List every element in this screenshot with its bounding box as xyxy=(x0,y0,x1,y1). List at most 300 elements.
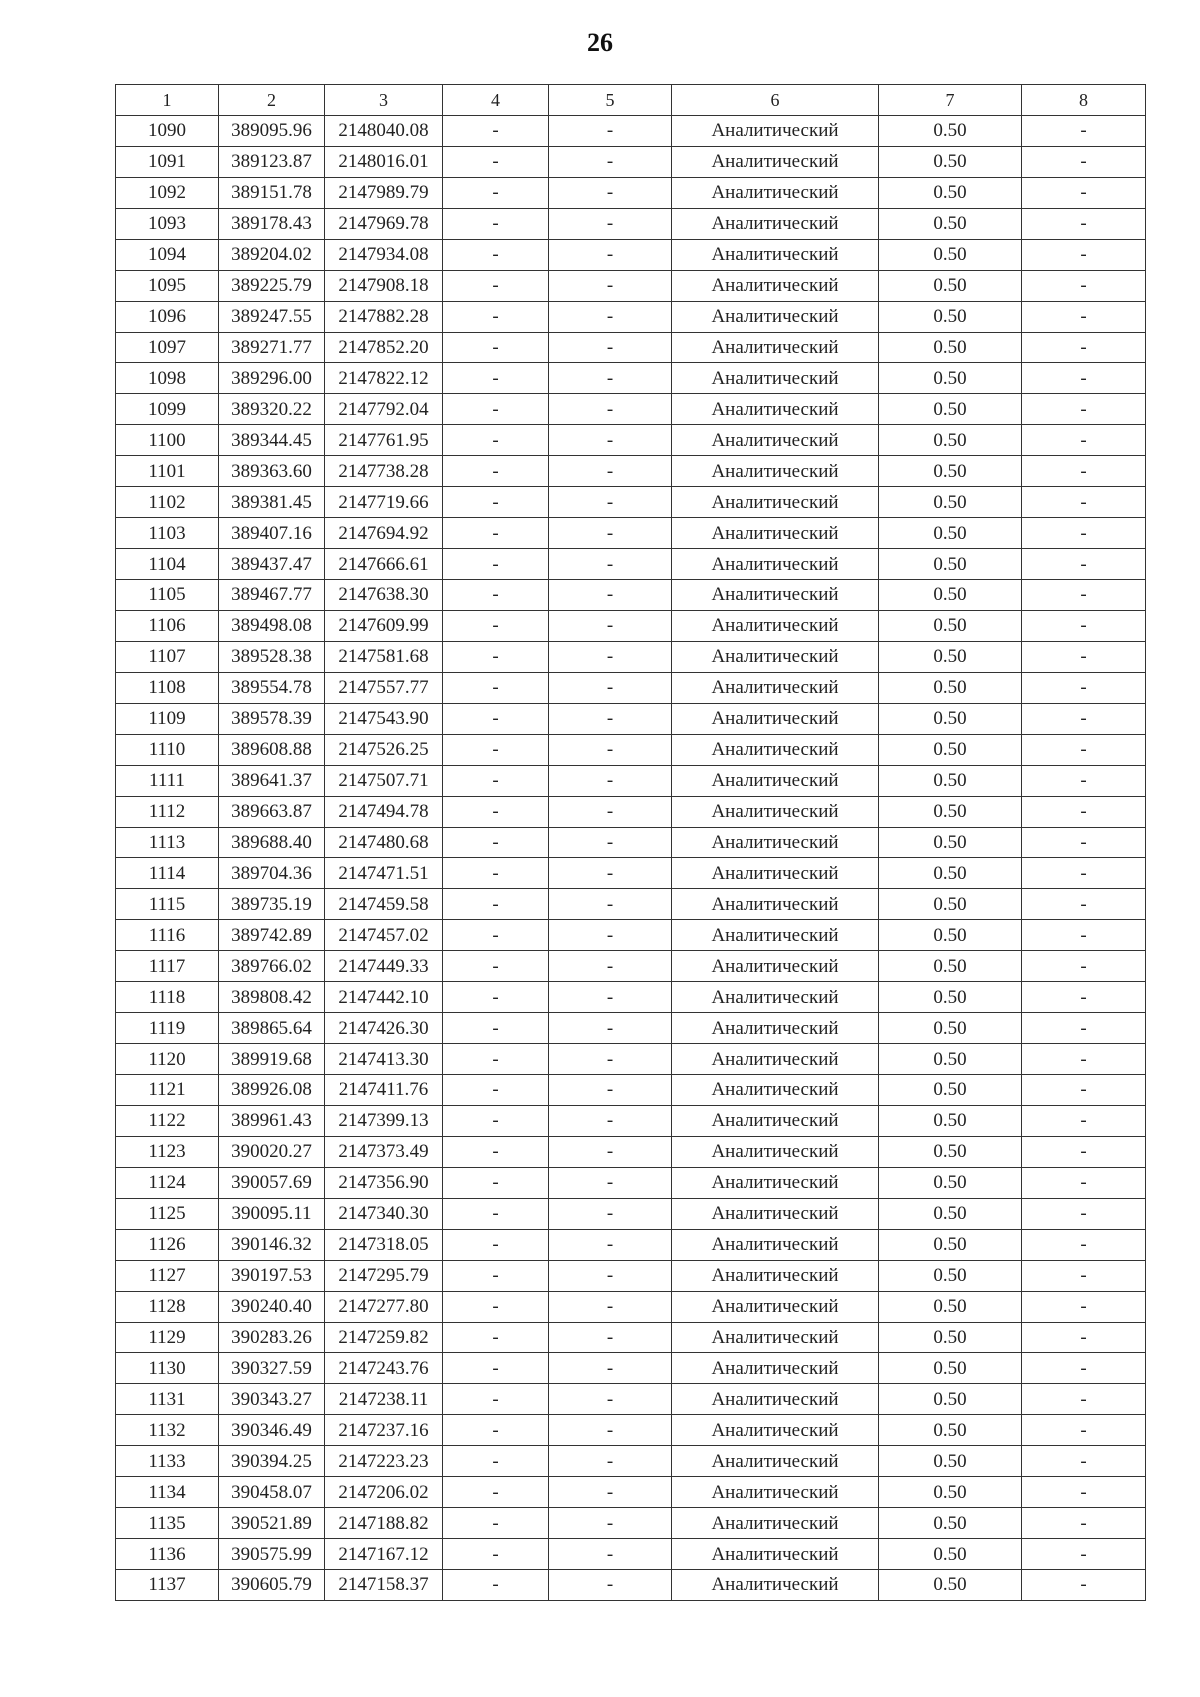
col4-cell: - xyxy=(443,332,549,363)
x-coordinate-cell: 389766.02 xyxy=(219,951,325,982)
coordinates-table xyxy=(115,84,1146,1601)
col5-cell: - xyxy=(549,1260,672,1291)
col8-cell: - xyxy=(1022,1353,1146,1384)
accuracy-cell: 0.50 xyxy=(879,796,1022,827)
point-number-cell: 1091 xyxy=(116,146,219,177)
column-header-2: 2 xyxy=(219,85,325,116)
y-coordinate-cell: 2147666.61 xyxy=(325,549,443,580)
x-coordinate-cell: 389926.08 xyxy=(219,1075,325,1106)
point-number-cell: 1090 xyxy=(116,115,219,146)
col5-cell: - xyxy=(549,982,672,1013)
col8-cell: - xyxy=(1022,301,1146,332)
y-coordinate-cell: 2147852.20 xyxy=(325,332,443,363)
col5-cell: - xyxy=(549,332,672,363)
col4-cell: - xyxy=(443,115,549,146)
table-row xyxy=(116,1167,1146,1198)
y-coordinate-cell: 2147694.92 xyxy=(325,518,443,549)
accuracy-cell: 0.50 xyxy=(879,827,1022,858)
x-coordinate-cell: 389608.88 xyxy=(219,734,325,765)
method-cell: Аналитический xyxy=(672,1322,879,1353)
table-row xyxy=(116,1013,1146,1044)
col4-cell: - xyxy=(443,363,549,394)
col8-cell: - xyxy=(1022,456,1146,487)
point-number-cell: 1114 xyxy=(116,858,219,889)
table-row xyxy=(116,610,1146,641)
accuracy-cell: 0.50 xyxy=(879,1136,1022,1167)
method-cell: Аналитический xyxy=(672,641,879,672)
col5-cell: - xyxy=(549,580,672,611)
table-row xyxy=(116,208,1146,239)
point-number-cell: 1096 xyxy=(116,301,219,332)
table-row xyxy=(116,920,1146,951)
x-coordinate-cell: 390346.49 xyxy=(219,1415,325,1446)
col4-cell: - xyxy=(443,1446,549,1477)
point-number-cell: 1124 xyxy=(116,1167,219,1198)
col5-cell: - xyxy=(549,827,672,858)
point-number-cell: 1122 xyxy=(116,1105,219,1136)
point-number-cell: 1099 xyxy=(116,394,219,425)
table-row xyxy=(116,1384,1146,1415)
col4-cell: - xyxy=(443,146,549,177)
col5-cell: - xyxy=(549,672,672,703)
y-coordinate-cell: 2147449.33 xyxy=(325,951,443,982)
table-row xyxy=(116,1229,1146,1260)
col4-cell: - xyxy=(443,1075,549,1106)
method-cell: Аналитический xyxy=(672,1446,879,1477)
column-header-1: 1 xyxy=(116,85,219,116)
accuracy-cell: 0.50 xyxy=(879,889,1022,920)
point-number-cell: 1136 xyxy=(116,1539,219,1570)
col8-cell: - xyxy=(1022,425,1146,456)
accuracy-cell: 0.50 xyxy=(879,610,1022,641)
method-cell: Аналитический xyxy=(672,672,879,703)
table-row xyxy=(116,1322,1146,1353)
col4-cell: - xyxy=(443,982,549,1013)
table-row xyxy=(116,796,1146,827)
point-number-cell: 1111 xyxy=(116,765,219,796)
col8-cell: - xyxy=(1022,1105,1146,1136)
col5-cell: - xyxy=(549,1415,672,1446)
method-cell: Аналитический xyxy=(672,827,879,858)
y-coordinate-cell: 2147399.13 xyxy=(325,1105,443,1136)
y-coordinate-cell: 2147480.68 xyxy=(325,827,443,858)
col5-cell: - xyxy=(549,1167,672,1198)
table-row xyxy=(116,549,1146,580)
point-number-cell: 1102 xyxy=(116,487,219,518)
col5-cell: - xyxy=(549,858,672,889)
method-cell: Аналитический xyxy=(672,1539,879,1570)
method-cell: Аналитический xyxy=(672,734,879,765)
y-coordinate-cell: 2147934.08 xyxy=(325,239,443,270)
col5-cell: - xyxy=(549,487,672,518)
col4-cell: - xyxy=(443,765,549,796)
accuracy-cell: 0.50 xyxy=(879,456,1022,487)
col5-cell: - xyxy=(549,239,672,270)
y-coordinate-cell: 2147373.49 xyxy=(325,1136,443,1167)
accuracy-cell: 0.50 xyxy=(879,363,1022,394)
point-number-cell: 1113 xyxy=(116,827,219,858)
y-coordinate-cell: 2147526.25 xyxy=(325,734,443,765)
method-cell: Аналитический xyxy=(672,1570,879,1601)
x-coordinate-cell: 389554.78 xyxy=(219,672,325,703)
table-row xyxy=(116,951,1146,982)
y-coordinate-cell: 2147557.77 xyxy=(325,672,443,703)
col4-cell: - xyxy=(443,549,549,580)
accuracy-cell: 0.50 xyxy=(879,146,1022,177)
accuracy-cell: 0.50 xyxy=(879,1384,1022,1415)
y-coordinate-cell: 2147507.71 xyxy=(325,765,443,796)
x-coordinate-cell: 389704.36 xyxy=(219,858,325,889)
x-coordinate-cell: 389865.64 xyxy=(219,1013,325,1044)
method-cell: Аналитический xyxy=(672,1508,879,1539)
accuracy-cell: 0.50 xyxy=(879,1446,1022,1477)
accuracy-cell: 0.50 xyxy=(879,208,1022,239)
col8-cell: - xyxy=(1022,549,1146,580)
point-number-cell: 1135 xyxy=(116,1508,219,1539)
accuracy-cell: 0.50 xyxy=(879,1291,1022,1322)
point-number-cell: 1123 xyxy=(116,1136,219,1167)
col8-cell: - xyxy=(1022,394,1146,425)
point-number-cell: 1129 xyxy=(116,1322,219,1353)
table-row xyxy=(116,672,1146,703)
x-coordinate-cell: 390605.79 xyxy=(219,1570,325,1601)
page-number: 26 xyxy=(587,28,613,57)
y-coordinate-cell: 2147638.30 xyxy=(325,580,443,611)
table-row xyxy=(116,332,1146,363)
point-number-cell: 1108 xyxy=(116,672,219,703)
y-coordinate-cell: 2147206.02 xyxy=(325,1477,443,1508)
column-header-8: 8 xyxy=(1022,85,1146,116)
accuracy-cell: 0.50 xyxy=(879,1075,1022,1106)
method-cell: Аналитический xyxy=(672,363,879,394)
method-cell: Аналитический xyxy=(672,1136,879,1167)
col4-cell: - xyxy=(443,1508,549,1539)
col5-cell: - xyxy=(549,425,672,456)
y-coordinate-cell: 2147411.76 xyxy=(325,1075,443,1106)
x-coordinate-cell: 389320.22 xyxy=(219,394,325,425)
col8-cell: - xyxy=(1022,1229,1146,1260)
col8-cell: - xyxy=(1022,610,1146,641)
method-cell: Аналитический xyxy=(672,1353,879,1384)
point-number-cell: 1098 xyxy=(116,363,219,394)
col5-cell: - xyxy=(549,549,672,580)
y-coordinate-cell: 2148016.01 xyxy=(325,146,443,177)
col5-cell: - xyxy=(549,1136,672,1167)
method-cell: Аналитический xyxy=(672,177,879,208)
y-coordinate-cell: 2147238.11 xyxy=(325,1384,443,1415)
col8-cell: - xyxy=(1022,1167,1146,1198)
x-coordinate-cell: 389528.38 xyxy=(219,641,325,672)
col5-cell: - xyxy=(549,1446,672,1477)
y-coordinate-cell: 2147719.66 xyxy=(325,487,443,518)
accuracy-cell: 0.50 xyxy=(879,549,1022,580)
x-coordinate-cell: 389742.89 xyxy=(219,920,325,951)
point-number-cell: 1106 xyxy=(116,610,219,641)
accuracy-cell: 0.50 xyxy=(879,1353,1022,1384)
accuracy-cell: 0.50 xyxy=(879,1570,1022,1601)
column-header-5: 5 xyxy=(549,85,672,116)
y-coordinate-cell: 2147882.28 xyxy=(325,301,443,332)
y-coordinate-cell: 2147457.02 xyxy=(325,920,443,951)
accuracy-cell: 0.50 xyxy=(879,1322,1022,1353)
accuracy-cell: 0.50 xyxy=(879,1198,1022,1229)
col5-cell: - xyxy=(549,796,672,827)
col4-cell: - xyxy=(443,610,549,641)
col8-cell: - xyxy=(1022,858,1146,889)
y-coordinate-cell: 2148040.08 xyxy=(325,115,443,146)
accuracy-cell: 0.50 xyxy=(879,1477,1022,1508)
y-coordinate-cell: 2147426.30 xyxy=(325,1013,443,1044)
method-cell: Аналитический xyxy=(672,1198,879,1229)
table-row xyxy=(116,270,1146,301)
accuracy-cell: 0.50 xyxy=(879,115,1022,146)
col5-cell: - xyxy=(549,456,672,487)
accuracy-cell: 0.50 xyxy=(879,394,1022,425)
y-coordinate-cell: 2147356.90 xyxy=(325,1167,443,1198)
col5-cell: - xyxy=(549,363,672,394)
accuracy-cell: 0.50 xyxy=(879,920,1022,951)
col4-cell: - xyxy=(443,1415,549,1446)
col5-cell: - xyxy=(549,1013,672,1044)
point-number-cell: 1101 xyxy=(116,456,219,487)
x-coordinate-cell: 389095.96 xyxy=(219,115,325,146)
y-coordinate-cell: 2147792.04 xyxy=(325,394,443,425)
point-number-cell: 1117 xyxy=(116,951,219,982)
col4-cell: - xyxy=(443,1198,549,1229)
point-number-cell: 1107 xyxy=(116,641,219,672)
y-coordinate-cell: 2147609.99 xyxy=(325,610,443,641)
table-row xyxy=(116,703,1146,734)
col8-cell: - xyxy=(1022,889,1146,920)
method-cell: Аналитический xyxy=(672,332,879,363)
method-cell: Аналитический xyxy=(672,1260,879,1291)
accuracy-cell: 0.50 xyxy=(879,580,1022,611)
point-number-cell: 1112 xyxy=(116,796,219,827)
col8-cell: - xyxy=(1022,1477,1146,1508)
x-coordinate-cell: 389296.00 xyxy=(219,363,325,394)
col4-cell: - xyxy=(443,177,549,208)
y-coordinate-cell: 2147543.90 xyxy=(325,703,443,734)
col8-cell: - xyxy=(1022,1044,1146,1075)
col5-cell: - xyxy=(549,1075,672,1106)
col4-cell: - xyxy=(443,1322,549,1353)
col8-cell: - xyxy=(1022,1384,1146,1415)
accuracy-cell: 0.50 xyxy=(879,1044,1022,1075)
accuracy-cell: 0.50 xyxy=(879,425,1022,456)
col8-cell: - xyxy=(1022,177,1146,208)
method-cell: Аналитический xyxy=(672,1415,879,1446)
method-cell: Аналитический xyxy=(672,456,879,487)
col4-cell: - xyxy=(443,641,549,672)
table-row xyxy=(116,641,1146,672)
col8-cell: - xyxy=(1022,1446,1146,1477)
method-cell: Аналитический xyxy=(672,982,879,1013)
y-coordinate-cell: 2147413.30 xyxy=(325,1044,443,1075)
col4-cell: - xyxy=(443,920,549,951)
method-cell: Аналитический xyxy=(672,703,879,734)
y-coordinate-cell: 2147459.58 xyxy=(325,889,443,920)
col4-cell: - xyxy=(443,1353,549,1384)
method-cell: Аналитический xyxy=(672,858,879,889)
y-coordinate-cell: 2147158.37 xyxy=(325,1570,443,1601)
col5-cell: - xyxy=(549,146,672,177)
method-cell: Аналитический xyxy=(672,239,879,270)
col5-cell: - xyxy=(549,641,672,672)
col5-cell: - xyxy=(549,1508,672,1539)
col4-cell: - xyxy=(443,951,549,982)
y-coordinate-cell: 2147167.12 xyxy=(325,1539,443,1570)
x-coordinate-cell: 389204.02 xyxy=(219,239,325,270)
method-cell: Аналитический xyxy=(672,889,879,920)
col5-cell: - xyxy=(549,208,672,239)
method-cell: Аналитический xyxy=(672,765,879,796)
accuracy-cell: 0.50 xyxy=(879,239,1022,270)
col4-cell: - xyxy=(443,1044,549,1075)
accuracy-cell: 0.50 xyxy=(879,703,1022,734)
col4-cell: - xyxy=(443,580,549,611)
col4-cell: - xyxy=(443,1229,549,1260)
table-row xyxy=(116,1105,1146,1136)
point-number-cell: 1131 xyxy=(116,1384,219,1415)
point-number-cell: 1118 xyxy=(116,982,219,1013)
method-cell: Аналитический xyxy=(672,1477,879,1508)
point-number-cell: 1097 xyxy=(116,332,219,363)
point-number-cell: 1130 xyxy=(116,1353,219,1384)
table-row xyxy=(116,1044,1146,1075)
col8-cell: - xyxy=(1022,115,1146,146)
x-coordinate-cell: 390095.11 xyxy=(219,1198,325,1229)
x-coordinate-cell: 390057.69 xyxy=(219,1167,325,1198)
x-coordinate-cell: 390020.27 xyxy=(219,1136,325,1167)
col8-cell: - xyxy=(1022,703,1146,734)
point-number-cell: 1103 xyxy=(116,518,219,549)
point-number-cell: 1115 xyxy=(116,889,219,920)
col5-cell: - xyxy=(549,1229,672,1260)
col8-cell: - xyxy=(1022,487,1146,518)
point-number-cell: 1134 xyxy=(116,1477,219,1508)
x-coordinate-cell: 389498.08 xyxy=(219,610,325,641)
accuracy-cell: 0.50 xyxy=(879,1013,1022,1044)
col4-cell: - xyxy=(443,703,549,734)
col4-cell: - xyxy=(443,1167,549,1198)
col5-cell: - xyxy=(549,1570,672,1601)
point-number-cell: 1095 xyxy=(116,270,219,301)
point-number-cell: 1104 xyxy=(116,549,219,580)
col4-cell: - xyxy=(443,1260,549,1291)
accuracy-cell: 0.50 xyxy=(879,1260,1022,1291)
method-cell: Аналитический xyxy=(672,1167,879,1198)
col4-cell: - xyxy=(443,672,549,703)
accuracy-cell: 0.50 xyxy=(879,332,1022,363)
accuracy-cell: 0.50 xyxy=(879,1539,1022,1570)
x-coordinate-cell: 389961.43 xyxy=(219,1105,325,1136)
point-number-cell: 1094 xyxy=(116,239,219,270)
col8-cell: - xyxy=(1022,827,1146,858)
table-row xyxy=(116,1260,1146,1291)
table-row xyxy=(116,1415,1146,1446)
point-number-cell: 1093 xyxy=(116,208,219,239)
col8-cell: - xyxy=(1022,332,1146,363)
point-number-cell: 1137 xyxy=(116,1570,219,1601)
col8-cell: - xyxy=(1022,1322,1146,1353)
col4-cell: - xyxy=(443,1013,549,1044)
col5-cell: - xyxy=(549,765,672,796)
col5-cell: - xyxy=(549,1539,672,1570)
x-coordinate-cell: 389578.39 xyxy=(219,703,325,734)
accuracy-cell: 0.50 xyxy=(879,641,1022,672)
col4-cell: - xyxy=(443,270,549,301)
y-coordinate-cell: 2147237.16 xyxy=(325,1415,443,1446)
table-row xyxy=(116,301,1146,332)
col8-cell: - xyxy=(1022,518,1146,549)
accuracy-cell: 0.50 xyxy=(879,1508,1022,1539)
x-coordinate-cell: 390521.89 xyxy=(219,1508,325,1539)
col5-cell: - xyxy=(549,115,672,146)
x-coordinate-cell: 390575.99 xyxy=(219,1539,325,1570)
y-coordinate-cell: 2147442.10 xyxy=(325,982,443,1013)
accuracy-cell: 0.50 xyxy=(879,951,1022,982)
col8-cell: - xyxy=(1022,208,1146,239)
table-body xyxy=(116,115,1146,1600)
col4-cell: - xyxy=(443,1539,549,1570)
table-row xyxy=(116,580,1146,611)
point-number-cell: 1110 xyxy=(116,734,219,765)
y-coordinate-cell: 2147738.28 xyxy=(325,456,443,487)
method-cell: Аналитический xyxy=(672,1291,879,1322)
table-row xyxy=(116,1539,1146,1570)
x-coordinate-cell: 389381.45 xyxy=(219,487,325,518)
col4-cell: - xyxy=(443,518,549,549)
accuracy-cell: 0.50 xyxy=(879,1415,1022,1446)
x-coordinate-cell: 390240.40 xyxy=(219,1291,325,1322)
x-coordinate-cell: 389178.43 xyxy=(219,208,325,239)
col8-cell: - xyxy=(1022,920,1146,951)
method-cell: Аналитический xyxy=(672,1075,879,1106)
point-number-cell: 1116 xyxy=(116,920,219,951)
point-number-cell: 1126 xyxy=(116,1229,219,1260)
col8-cell: - xyxy=(1022,1136,1146,1167)
accuracy-cell: 0.50 xyxy=(879,1105,1022,1136)
col5-cell: - xyxy=(549,270,672,301)
x-coordinate-cell: 389247.55 xyxy=(219,301,325,332)
table-row xyxy=(116,115,1146,146)
y-coordinate-cell: 2147243.76 xyxy=(325,1353,443,1384)
col4-cell: - xyxy=(443,456,549,487)
point-number-cell: 1127 xyxy=(116,1260,219,1291)
accuracy-cell: 0.50 xyxy=(879,1229,1022,1260)
x-coordinate-cell: 390197.53 xyxy=(219,1260,325,1291)
x-coordinate-cell: 389735.19 xyxy=(219,889,325,920)
method-cell: Аналитический xyxy=(672,1229,879,1260)
x-coordinate-cell: 389919.68 xyxy=(219,1044,325,1075)
table-row xyxy=(116,425,1146,456)
accuracy-cell: 0.50 xyxy=(879,734,1022,765)
x-coordinate-cell: 389467.77 xyxy=(219,580,325,611)
table-row xyxy=(116,487,1146,518)
x-coordinate-cell: 390458.07 xyxy=(219,1477,325,1508)
col4-cell: - xyxy=(443,1570,549,1601)
method-cell: Аналитический xyxy=(672,920,879,951)
point-number-cell: 1120 xyxy=(116,1044,219,1075)
table-row xyxy=(116,765,1146,796)
method-cell: Аналитический xyxy=(672,549,879,580)
method-cell: Аналитический xyxy=(672,518,879,549)
method-cell: Аналитический xyxy=(672,580,879,611)
accuracy-cell: 0.50 xyxy=(879,270,1022,301)
method-cell: Аналитический xyxy=(672,1105,879,1136)
method-cell: Аналитический xyxy=(672,487,879,518)
col8-cell: - xyxy=(1022,951,1146,982)
